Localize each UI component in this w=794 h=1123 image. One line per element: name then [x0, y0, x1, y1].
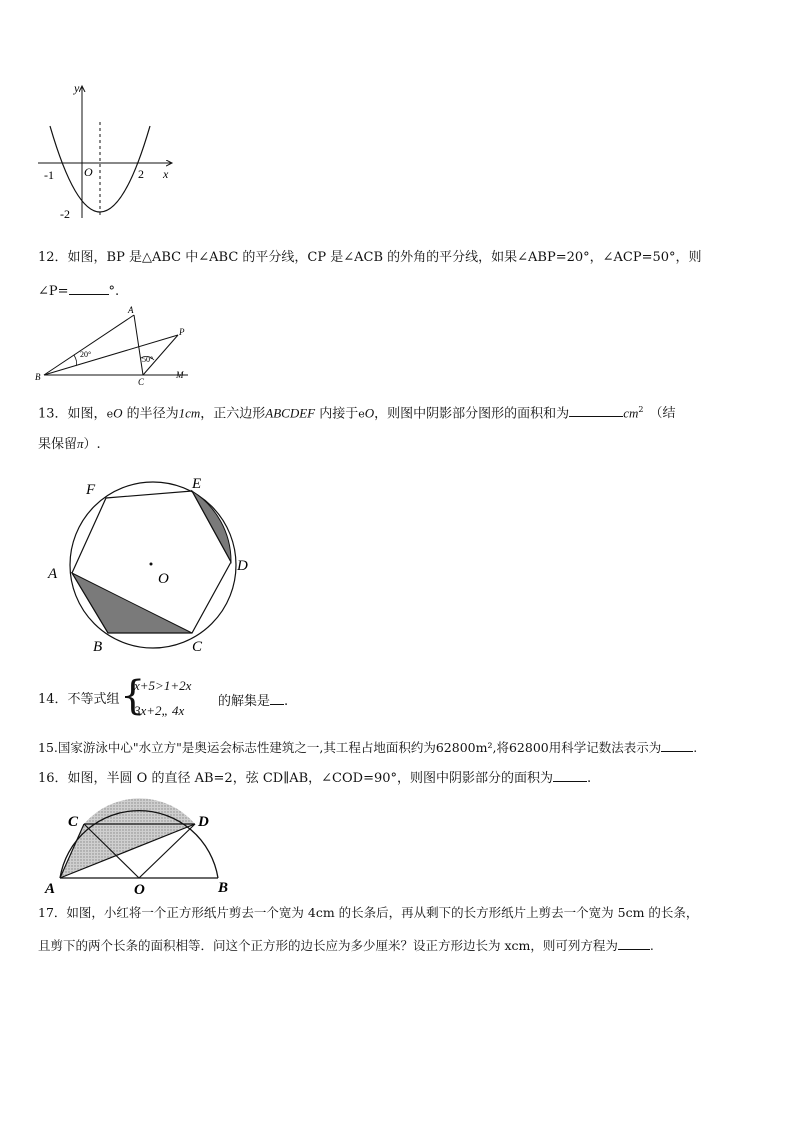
q14-text-2: 的解集是	[218, 694, 271, 709]
q16-text: 16．如图，半圆 O 的直径 AB=2，弦 CD∥AB，∠COD=90°，则图中阴影部分的面积为	[38, 771, 554, 786]
q14-number: 14．	[38, 692, 68, 707]
q14-text-1: 不等式组	[67, 692, 120, 707]
q16-end: .	[587, 771, 592, 786]
q13-text-6: （结	[649, 406, 676, 422]
label-a: A	[48, 566, 58, 582]
q13-hexagon: ABCDEF	[265, 405, 316, 421]
label-c: C	[68, 814, 79, 830]
inequality-1: x+5>1+2x	[134, 678, 192, 693]
question-12-line2	[38, 280, 119, 302]
question-17	[38, 903, 698, 923]
label-d: D	[237, 558, 248, 574]
q13-answer-blank[interactable]	[569, 402, 623, 417]
parabola-curve	[50, 126, 150, 212]
label-e: E	[192, 476, 202, 492]
circle-symbol: e	[106, 407, 114, 421]
question-13-line2	[38, 434, 101, 455]
q14-answer-blank[interactable]	[270, 690, 284, 705]
q12-answer-suffix: °.	[108, 284, 120, 299]
parabola-figure	[30, 78, 190, 228]
label-a: A	[45, 881, 56, 896]
q12-answer-blank[interactable]	[69, 280, 109, 295]
angle-20: 20°	[80, 350, 92, 359]
q13-line2-b: ）.	[83, 437, 101, 452]
question-17-line2	[38, 935, 654, 956]
q13-number: 13．	[38, 406, 68, 422]
question-14-tail	[218, 690, 288, 712]
q13-o: O	[113, 405, 123, 421]
q13-one: 1	[178, 405, 186, 421]
question-16	[38, 767, 591, 789]
q15-end: .	[693, 740, 698, 755]
question-15	[38, 737, 697, 758]
label-o: O	[158, 571, 169, 587]
q13-cm: cm	[185, 405, 201, 421]
label-c: C	[192, 639, 203, 655]
label-a: A	[128, 305, 134, 315]
question-12	[38, 248, 702, 268]
q15-answer-blank[interactable]	[661, 737, 693, 752]
triangle-bisector-figure	[30, 302, 205, 387]
q16-answer-blank[interactable]	[553, 767, 587, 782]
q13-o-2: O	[364, 405, 375, 421]
q15-text: 15.国家游泳中心"水立方"是奥运会标志性建筑之一,其工程占地面积约为62800m²,将62800用科学记数法表示为	[38, 740, 662, 755]
y-axis-label: y	[74, 81, 80, 95]
q13-text-5: ，则图中阴影部分图形的面积和为	[374, 406, 570, 422]
q13-unit: cm	[623, 405, 639, 421]
label-p: P	[179, 327, 185, 337]
q13-sup: 2	[638, 405, 644, 414]
inequality-2: 3x+2„ 4x	[134, 703, 185, 718]
origin-label: O	[84, 165, 93, 179]
q12-number: 12．	[38, 250, 68, 265]
q13-text-4: 内接于	[315, 406, 359, 422]
tick-2: 2	[138, 167, 144, 181]
hexagon-circle-figure	[40, 470, 265, 660]
q13-text-3: ，正六边形	[200, 406, 266, 422]
inequality-brace: {	[120, 673, 146, 719]
q12-answer-prefix: ∠P=	[38, 284, 69, 299]
tick-neg1: -1	[44, 168, 54, 182]
q14-text-3: .	[284, 694, 289, 709]
label-b: B	[218, 880, 229, 896]
label-c: C	[138, 377, 145, 387]
angle-50: 50°	[142, 355, 154, 364]
q17-answer-blank[interactable]	[618, 935, 650, 950]
pi-symbol: π	[77, 436, 84, 451]
question-13	[38, 400, 675, 424]
label-m: M	[176, 370, 184, 380]
q17-line1: 17．如图，小红将一个正方形纸片剪去一个宽为 4cm 的长条后，再从剩下的长方形纸片上剪去一个宽为 5cm 的长条，	[38, 905, 699, 920]
q17-line2: 且剪下的两个长条的面积相等．问这个正方形的边长应为多少厘米？设正方形边长为 xcm，则可列方程为	[38, 938, 618, 953]
label-f: F	[86, 482, 96, 498]
label-b: B	[93, 639, 103, 655]
label-d: D	[198, 814, 209, 830]
q17-end: .	[649, 938, 654, 953]
q13-text-1: 如图，	[67, 406, 107, 422]
semicircle-figure	[38, 796, 238, 896]
q13-line2-a: 果保留	[38, 437, 78, 452]
tick-neg2: -2	[60, 207, 70, 221]
q13-text-2: 的半径为	[122, 406, 179, 422]
circle-symbol-2: e	[358, 407, 365, 421]
label-o: O	[134, 882, 145, 896]
x-axis-label: x	[163, 167, 169, 181]
q12-text: 如图，BP 是△ABC 中∠ABC 的平分线，CP 是∠ACB 的外角的平分线，如果∠ABP=20°，∠ACP=50°，则	[67, 250, 702, 265]
question-14	[38, 690, 120, 710]
label-b: B	[35, 372, 41, 382]
